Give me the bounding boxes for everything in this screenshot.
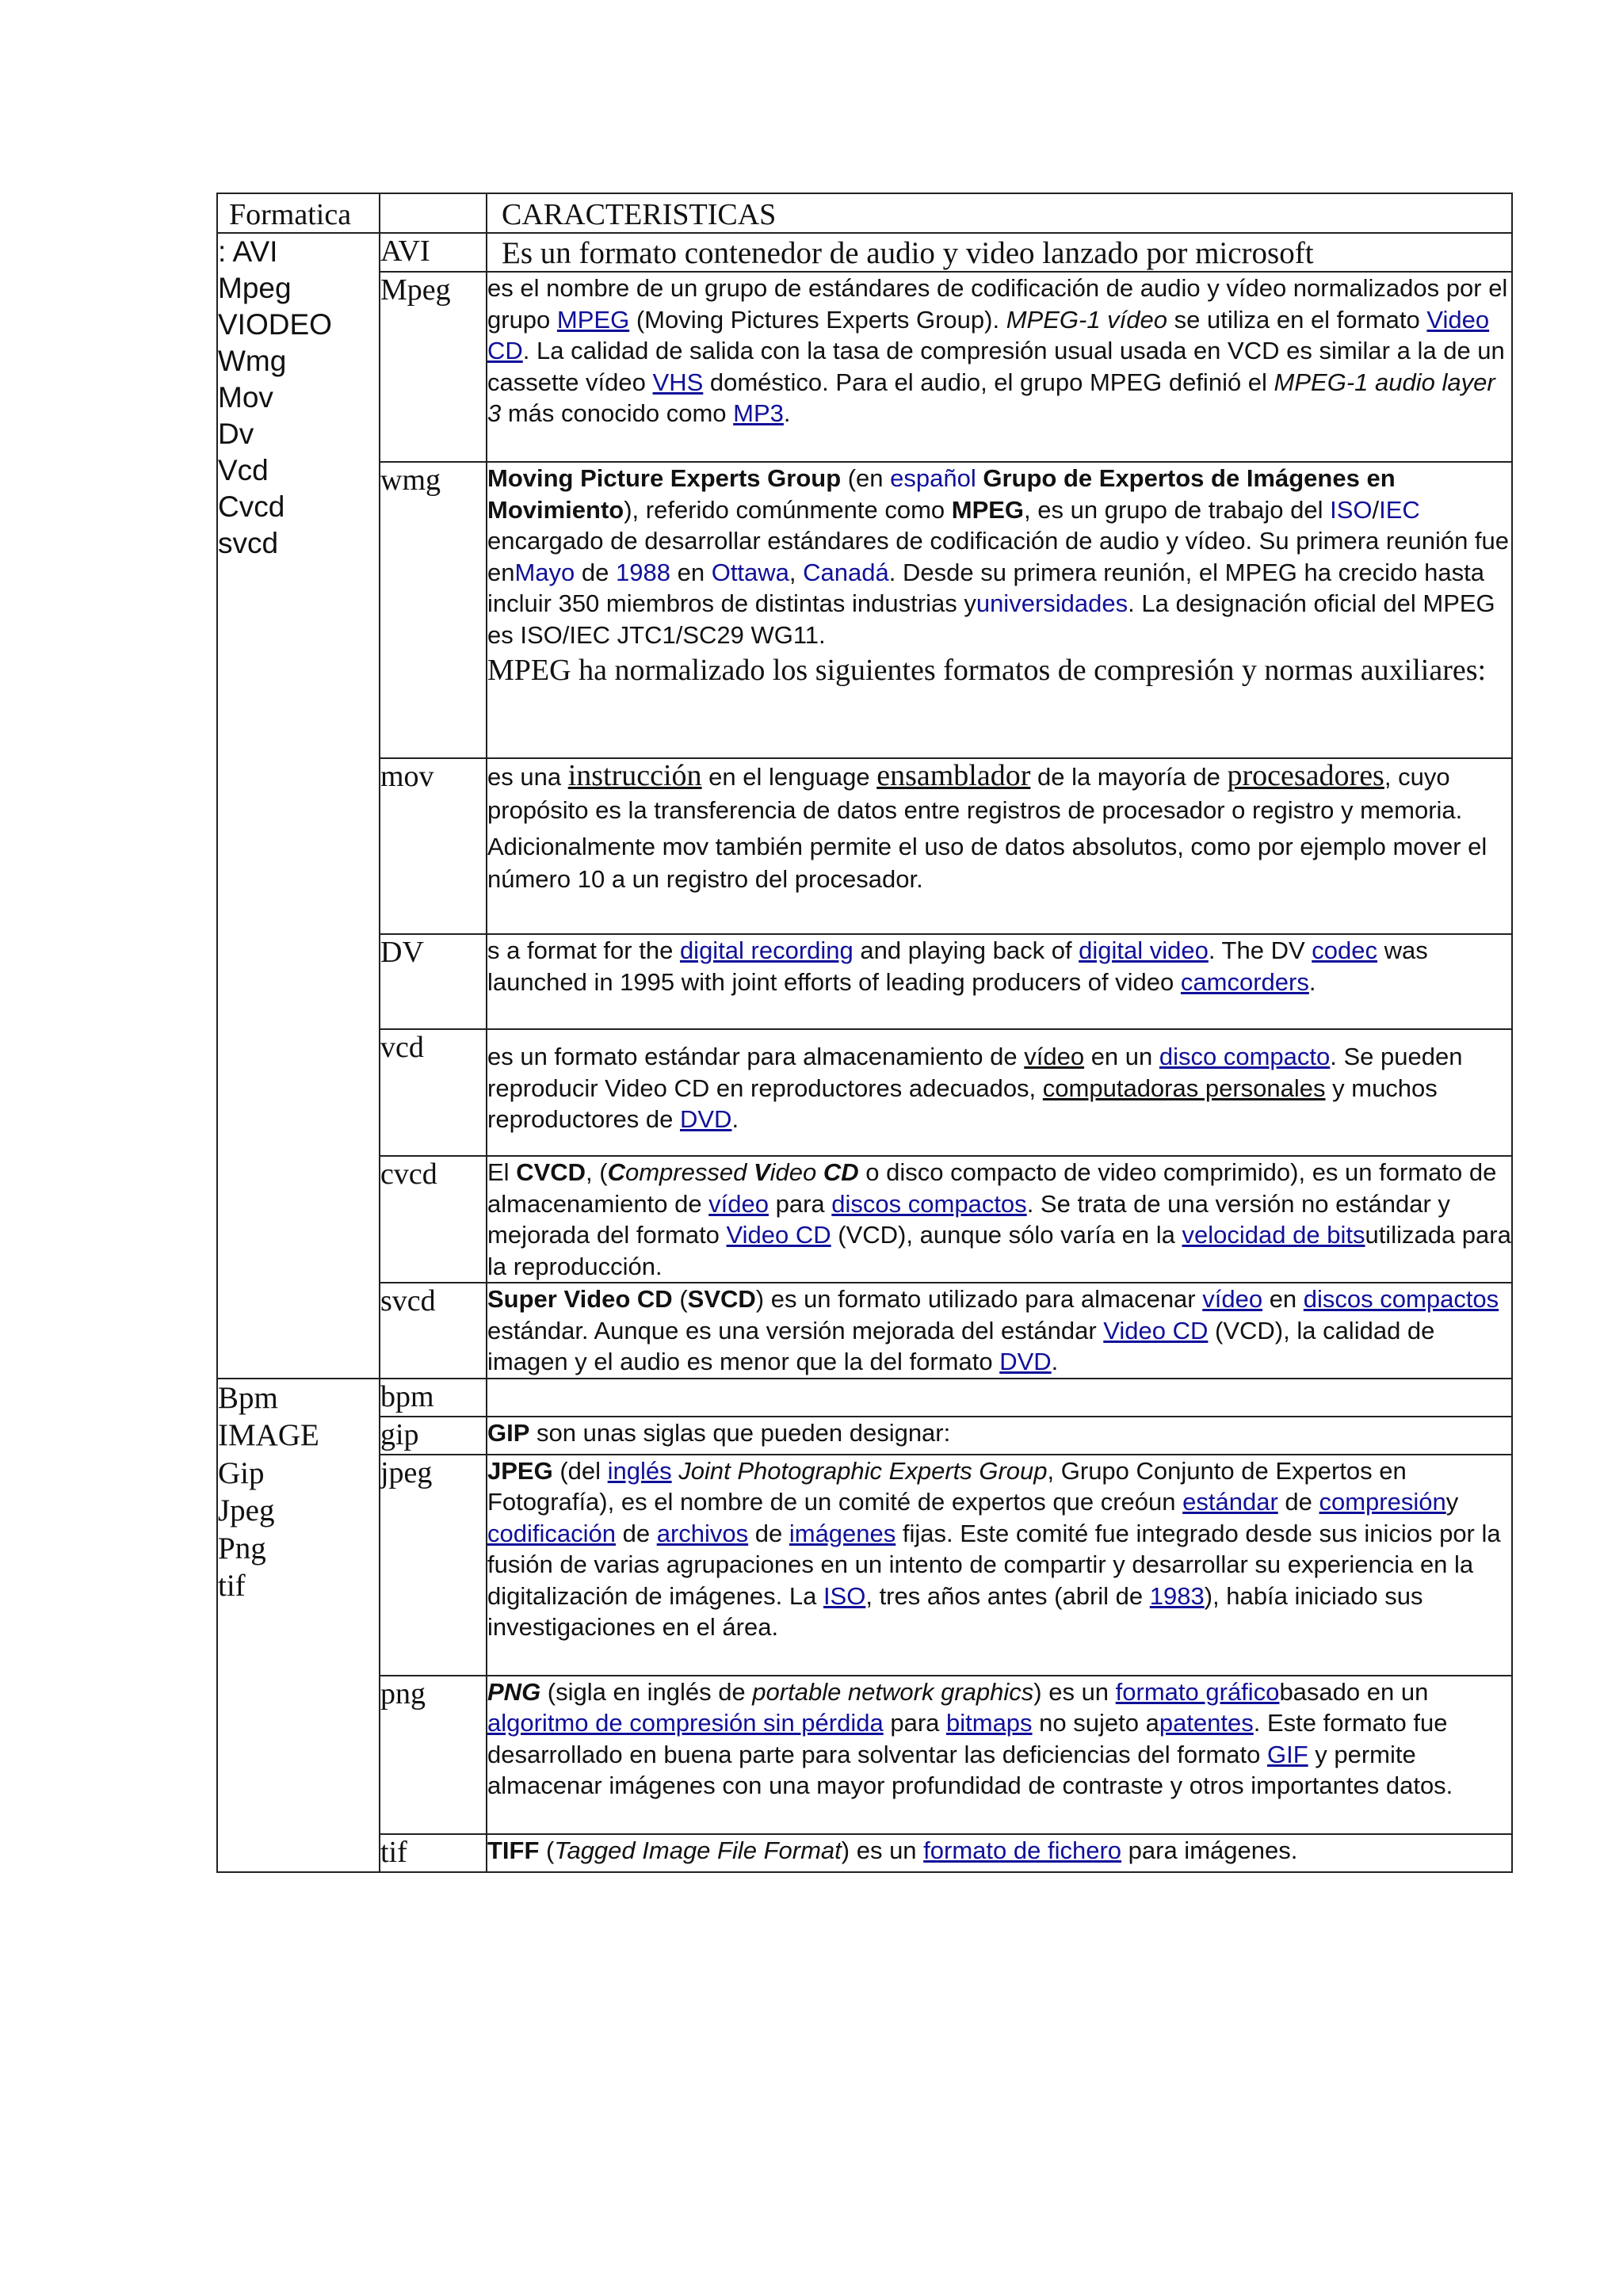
link-mpeg[interactable]: MPEG xyxy=(556,305,630,334)
link-iec[interactable]: IEC xyxy=(1379,495,1420,524)
format-mpeg: Mpeg xyxy=(380,272,487,462)
row-png xyxy=(217,1676,1512,1834)
list-item: IMAGE xyxy=(218,1418,319,1452)
link-video-cd[interactable]: Video CD xyxy=(726,1221,831,1249)
text-run: El xyxy=(487,1158,517,1186)
format-svcd: svcd xyxy=(380,1283,487,1379)
format-cvcd: cvcd xyxy=(380,1156,487,1283)
link-disco-compacto[interactable]: disco compacto xyxy=(1159,1043,1331,1070)
list-item: Bpm xyxy=(218,1380,278,1415)
desc-vcd xyxy=(487,1029,1512,1156)
desc-bpm xyxy=(487,1379,1512,1417)
text-run: se utiliza en el formato xyxy=(1167,305,1427,334)
link-imagenes[interactable]: imágenes xyxy=(789,1519,896,1547)
header-formatica: Formatica xyxy=(217,193,380,233)
bold-run: MPEG xyxy=(951,495,1025,524)
link-formato-de-fichero[interactable]: formato de fichero xyxy=(923,1836,1122,1864)
desc-tif xyxy=(487,1834,1512,1872)
link-discos-compactos[interactable]: discos compactos xyxy=(831,1189,1027,1218)
text-run: y permite almacenar imágenes con una mayor profundidad de contraste y otros importantes datos. xyxy=(487,1740,1453,1799)
text-run: de xyxy=(1277,1488,1319,1516)
link-estandar[interactable]: estándar xyxy=(1182,1488,1278,1516)
italic-run: portable network graphics xyxy=(752,1677,1034,1706)
row-avi xyxy=(217,233,1512,272)
link-vhs[interactable]: VHS xyxy=(652,368,704,396)
link-compresion[interactable]: compresión xyxy=(1319,1488,1446,1516)
link-canada[interactable]: Canadá xyxy=(803,558,889,586)
text-run: no sujeto a xyxy=(1032,1709,1159,1737)
row-wmg xyxy=(217,462,1512,758)
bold-run: SVCD xyxy=(687,1285,756,1313)
italic-run: ideo xyxy=(769,1158,823,1186)
text-run: . Se pueden reproducir Video CD en reproductores adecuados, xyxy=(487,1043,1463,1102)
wmg-paragraph-2: MPEG ha normalizado los siguientes formatos de compresión y normas auxiliares: xyxy=(487,654,1487,687)
link-computadoras-personales[interactable]: computadoras personales xyxy=(1042,1074,1326,1102)
text-run: ( xyxy=(539,1836,555,1864)
image-format-list xyxy=(217,1379,380,1872)
row-tif xyxy=(217,1834,1512,1872)
text-run: . Este formato fue desarrollado en buena parte para solventar las deficiencias del formato xyxy=(487,1709,1448,1768)
text-run: son unas siglas que pueden designar: xyxy=(529,1418,951,1447)
text-run: en xyxy=(670,558,712,586)
link-video[interactable]: vídeo xyxy=(708,1189,769,1218)
desc-svcd xyxy=(487,1283,1512,1379)
text-run: fijas. Este comité fue integrado desde sus inicios por la fusión de varias agrupaciones en un intento de compartir y desarrollar su experiencia en la digitalización de imágenes. La xyxy=(487,1519,1501,1610)
format-jpeg: jpeg xyxy=(380,1455,487,1676)
text-run: de xyxy=(575,558,617,586)
list-item: Png xyxy=(218,1531,266,1566)
desc-cvcd xyxy=(487,1156,1512,1283)
link-iso[interactable]: ISO xyxy=(823,1581,866,1610)
text-run: . Desde su primera reunión, el MPEG ha crecido hasta incluir 350 miembros de distintas industrias y xyxy=(487,558,1485,617)
list-item: Wmg xyxy=(218,345,287,377)
desc-png xyxy=(487,1676,1512,1834)
text-run: ), había iniciado sus investigaciones en el área. xyxy=(487,1581,1423,1641)
bold-run: CVCD xyxy=(516,1158,586,1186)
text-run: utilizada para la reproducción. xyxy=(487,1221,1511,1280)
link-bitmaps[interactable]: bitmaps xyxy=(946,1709,1033,1737)
bold-run: Grupo de Expertos de Imágenes en Movimiento xyxy=(487,464,1396,524)
link-iso[interactable]: ISO xyxy=(1330,495,1373,524)
link-gif[interactable]: GIF xyxy=(1266,1740,1308,1768)
text-run: en un xyxy=(1084,1043,1159,1070)
link-1988[interactable]: 1988 xyxy=(616,558,670,586)
link-algoritmo-compresion[interactable]: algoritmo de compresión sin pérdida xyxy=(487,1709,884,1737)
text-run: . La designación oficial del MPEG es ISO/IEC JTC1/SC29 WG11. xyxy=(487,589,1495,649)
text-run: más conocido como xyxy=(501,399,734,427)
header-row xyxy=(217,193,1512,233)
row-cvcd xyxy=(217,1156,1512,1283)
text-run: es el nombre de un grupo de estándares de codificación de audio y vídeo normalizados por el grupo xyxy=(487,274,1508,334)
link-patentes[interactable]: patentes xyxy=(1159,1709,1254,1737)
text-run: , xyxy=(789,558,804,586)
list-item: tif xyxy=(218,1569,246,1603)
text-run: de xyxy=(748,1519,789,1547)
text-run: en xyxy=(1262,1285,1304,1313)
row-jpeg xyxy=(217,1455,1512,1676)
format-tif: tif xyxy=(380,1834,487,1872)
list-item: Mpeg xyxy=(218,272,292,304)
link-camcorders[interactable]: camcorders xyxy=(1180,967,1309,996)
text-run: o disco compacto de video comprimido), es un formato de almacenamiento de xyxy=(487,1158,1497,1218)
bold-run: Moving Picture Experts Group xyxy=(487,464,842,492)
list-item: Jpeg xyxy=(218,1493,275,1527)
format-wmg: wmg xyxy=(380,462,487,758)
bold-italic-run: PNG xyxy=(487,1677,541,1706)
link-mp3[interactable]: MP3 xyxy=(733,399,784,427)
italic-run: ompressed xyxy=(624,1158,754,1186)
text-run: (VCD), aunque sólo varía en la xyxy=(831,1221,1182,1249)
text-run: y xyxy=(1445,1488,1459,1516)
list-item: svcd xyxy=(218,527,279,559)
text-run: . xyxy=(1308,967,1316,996)
text-run: , ( xyxy=(586,1158,608,1186)
text-run: estándar. Aunque es una versión mejorada del estándar xyxy=(487,1316,1104,1344)
list-item: : AVI xyxy=(218,235,278,268)
bold-run: Super Video CD xyxy=(487,1285,673,1313)
text-run xyxy=(672,1457,679,1485)
row-mov xyxy=(217,758,1512,934)
italic-run: MPEG-1 vídeo xyxy=(1006,305,1168,334)
link-procesadores[interactable]: procesadores xyxy=(1227,759,1384,792)
link-codec[interactable]: codec xyxy=(1312,936,1377,964)
text-run: encargado de desarrollar estándares de codificación de audio y vídeo. Su primera reunión fue en xyxy=(487,527,1510,586)
link-ingles[interactable]: inglés xyxy=(607,1456,672,1485)
link-archivos[interactable]: archivos xyxy=(656,1519,749,1547)
text-run: ) es un xyxy=(1033,1677,1116,1706)
text-run: y muchos reproductores de xyxy=(487,1074,1438,1133)
row-dv xyxy=(217,934,1512,1029)
text-run: ) es un formato utilizado para almacenar xyxy=(755,1285,1203,1313)
list-item: Gip xyxy=(218,1455,265,1490)
row-gip xyxy=(217,1417,1512,1455)
link-digital-video[interactable]: digital video xyxy=(1079,936,1209,964)
link-video-cd[interactable]: Video CD xyxy=(1103,1316,1209,1344)
link-formato-grafico[interactable]: formato gráfico xyxy=(1115,1677,1280,1706)
text-run: s a format for the xyxy=(487,936,680,964)
link-dvd[interactable]: DVD xyxy=(999,1348,1052,1375)
format-mov: mov xyxy=(380,758,487,934)
link-instruccion[interactable]: instrucción xyxy=(567,759,702,792)
link-video-cd[interactable]: Video CD xyxy=(487,305,1490,364)
text-run: (sigla en inglés de xyxy=(540,1677,753,1706)
text-run: . xyxy=(731,1105,739,1133)
italic-run: Tagged Image File Format xyxy=(554,1836,842,1864)
format-bpm: bpm xyxy=(380,1379,487,1417)
video-format-list xyxy=(217,233,380,1379)
row-svcd xyxy=(217,1283,1512,1379)
text-run: , tres años antes (abril de xyxy=(865,1581,1150,1610)
link-video[interactable]: vídeo xyxy=(1024,1043,1085,1070)
desc-mov xyxy=(487,758,1512,934)
text-run: , cuyo propósito es la transferencia de datos entre registros de procesador o registro y memoria. xyxy=(487,763,1463,824)
link-mayo[interactable]: Mayo xyxy=(514,558,575,586)
text-run: . Se trata de una versión no estándar y mejorada del formato xyxy=(487,1189,1450,1249)
header-caracteristicas: CARACTERISTICAS xyxy=(487,193,1512,233)
text-run: es una xyxy=(487,763,568,791)
text-run: para xyxy=(883,1709,946,1737)
text-run: de la mayoría de xyxy=(1030,763,1228,791)
format-dv: DV xyxy=(380,934,487,1029)
italic-run: MPEG-1 audio layer 3 xyxy=(487,368,1495,427)
bold-run: JPEG xyxy=(487,1456,553,1485)
desc-mpeg xyxy=(487,272,1512,462)
text-run: (Moving Pictures Experts Group). xyxy=(629,305,1006,334)
text-run: . xyxy=(783,399,791,427)
format-png: png xyxy=(380,1676,487,1834)
link-dvd[interactable]: DVD xyxy=(679,1105,732,1133)
format-vcd: vcd xyxy=(380,1029,487,1156)
list-item: Dv xyxy=(218,418,254,450)
text-run: was launched in 1995 with joint efforts of leading producers of video xyxy=(487,936,1428,996)
text-run: ), referido comúnmente como xyxy=(624,495,952,524)
link-video[interactable]: vídeo xyxy=(1202,1285,1263,1313)
link-digital-recording[interactable]: digital recording xyxy=(679,936,854,964)
text-run: en el lenguage xyxy=(701,763,877,791)
text-run: (en xyxy=(841,464,891,492)
desc-dv xyxy=(487,934,1512,1029)
italic-run: Joint Photographic Experts Group xyxy=(678,1456,1048,1485)
text-run: para imágenes. xyxy=(1121,1836,1298,1864)
link-codificacion[interactable]: codificación xyxy=(487,1519,616,1547)
text-run: doméstico. Para el audio, el grupo MPEG definió el xyxy=(703,368,1274,396)
list-item: VIODEO xyxy=(218,308,332,341)
text-run: de xyxy=(615,1519,657,1547)
list-item: Vcd xyxy=(218,454,269,486)
list-item: Cvcd xyxy=(218,490,285,523)
text-run: (del xyxy=(552,1456,608,1485)
desc-gip xyxy=(487,1417,1512,1455)
link-discos-compactos[interactable]: discos compactos xyxy=(1303,1285,1499,1313)
link-velocidad-de-bits[interactable]: velocidad de bits xyxy=(1182,1221,1365,1249)
link-ensamblador[interactable]: ensamblador xyxy=(876,759,1031,792)
text-run: . xyxy=(1051,1348,1059,1375)
link-1983[interactable]: 1983 xyxy=(1149,1581,1205,1610)
bold-run: TIFF xyxy=(487,1836,540,1864)
link-espanol[interactable]: español xyxy=(890,464,976,492)
bold-run: GIP xyxy=(487,1418,530,1447)
desc-wmg xyxy=(487,462,1512,758)
text-run: , es un grupo de trabajo del xyxy=(1024,495,1331,524)
text-run: and playing back of xyxy=(853,936,1079,964)
link-ottawa[interactable]: Ottawa xyxy=(711,558,789,586)
row-vcd xyxy=(217,1029,1512,1156)
format-avi: AVI xyxy=(380,233,487,272)
text-run: basado en un xyxy=(1279,1677,1429,1706)
text-run: , Grupo Conjunto de Expertos en Fotografía), es el nombre de un comité de expertos que creóun xyxy=(487,1456,1407,1516)
row-mpeg xyxy=(217,272,1512,462)
text-run: para xyxy=(769,1189,832,1218)
formats-table xyxy=(216,193,1513,1873)
text-run: . La calidad de salida con la tasa de compresión usual usada en VCD es similar a la de un cassette vídeo xyxy=(487,337,1505,396)
text-run: (VCD), la calidad de imagen y el audio es menor que la del formato xyxy=(487,1316,1435,1375)
text-run: ( xyxy=(672,1285,688,1313)
text-run: . The DV xyxy=(1208,936,1312,964)
desc-avi: Es un formato contenedor de audio y video lanzado por microsoft xyxy=(487,233,1512,272)
text-run: es un formato estándar para almacenamiento de xyxy=(487,1043,1025,1070)
bold-italic-run: V xyxy=(753,1158,770,1186)
header-empty xyxy=(380,193,487,233)
mov-paragraph-2: Adicionalmente mov también permite el uso de datos absolutos, como por ejemplo mover el número 10 a un registro del procesador. xyxy=(487,833,1487,893)
bold-italic-run: C xyxy=(607,1158,625,1186)
row-bpm xyxy=(217,1379,1512,1417)
format-gip: gip xyxy=(380,1417,487,1455)
text-run: / xyxy=(1372,495,1380,524)
bold-italic-run: CD xyxy=(823,1158,859,1186)
text-run: ) es un xyxy=(841,1836,924,1864)
list-item: Mov xyxy=(218,381,273,414)
link-universidades[interactable]: universidades xyxy=(976,589,1128,617)
desc-jpeg xyxy=(487,1455,1512,1676)
